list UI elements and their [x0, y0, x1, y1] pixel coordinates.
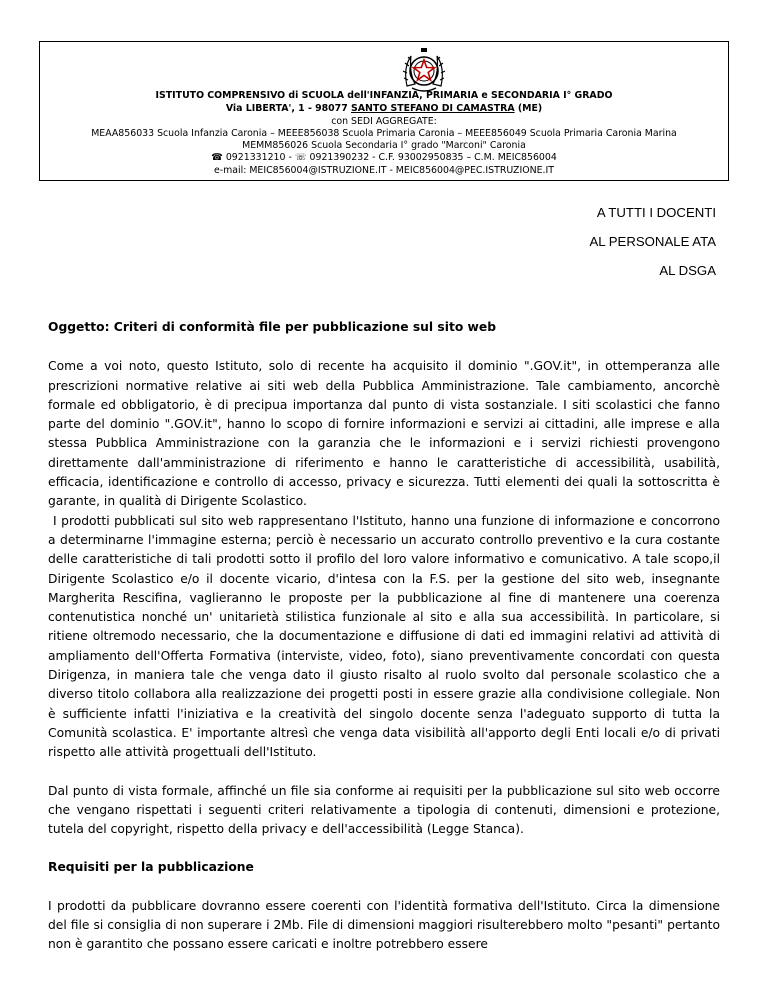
subject-line: Oggetto: Criteri di conformità file per pubblicazione sul sito web	[48, 320, 497, 334]
school-address	[40, 103, 728, 115]
address-city: SANTO STEFANO DI CAMASTRA	[351, 103, 515, 114]
sedi-line-1: MEAA856033 Scuola Infanzia Caronia – MEEE856038 Scuola Primaria Caronia – MEEE856049 Scuola Primaria Caronia Marina	[91, 128, 677, 139]
italian-republic-emblem-icon	[401, 46, 447, 96]
contacts-line: ☎ 0921331210 - ☏ 0921390232 - C.F. 93002950835 – C.M. MEIC856004	[211, 152, 557, 163]
paragraph-3: Dal punto di vista formale, affinché un file sia conforme ai requisiti per la pubblicazione sul sito web occorre che vengano rispettati i seguenti criteri relativamente a tipologia di contenuti, dimensioni e protezione, tutela del copyright, rispetto della privacy e dell'accessibilità (Legge Stanca).	[48, 783, 720, 837]
recipient-ata: AL PERSONALE ATA	[589, 234, 716, 249]
address-prefix: Via LIBERTA', 1 - 98077	[225, 103, 348, 114]
paragraph-1: Come a voi noto, questo Istituto, solo di recente ha acquisito il dominio ".GOV.it", in ottemperanza alle prescrizioni normative relative ai siti web della Pubblica Amministrazione. Tale cambiamento, ancorchè formale ed obbligatorio, è di precipua importanza dal punto di vista sostanziale. I siti scolastici che fanno parte del dominio ".GOV.it", hanno lo scopo di fornire informazioni e servizi ai cittadini, alle imprese e alla stessa Pubblica Amministrazione con la garanzia che le informazioni e i servizi richiesti provengono direttamente dall'amministrazione di riferimento e hanno le caratteristiche di accessibilità, usabilità, efficacia, identificazione e controllo di accesso, privacy e sicurezza. Tutti elementi dei quali la sottoscritta è garante, in qualità di Dirigente Scolastico.	[48, 359, 720, 509]
address-suffix: (ME)	[517, 103, 543, 114]
recipient-dsga: AL DSGA	[659, 263, 716, 278]
school-name: ISTITUTO COMPRENSIVO di SCUOLA dell'INFANZIA, PRIMARIA e SECONDARIA I° GRADO	[155, 90, 613, 101]
recipient-teachers: A TUTTI I DOCENTI	[596, 205, 716, 220]
letter-body	[48, 318, 720, 955]
email-line: e-mail: MEIC856004@ISTRUZIONE.IT - MEIC856004@PEC.ISTRUZIONE.IT	[213, 165, 555, 176]
paragraph-4: I prodotti da pubblicare dovranno essere coerenti con l'identità formativa dell'Istituto. Circa la dimensione del file si consiglia di non superare i 2Mb. File di dimensioni maggiori risulterebbero molto "pesanti" pertanto non è garantito che possano essere caricati e inoltre potrebbero essere	[48, 898, 720, 952]
section-title: Requisiti per la pubblicazione	[48, 860, 254, 875]
sedi-label: con SEDI AGGREGATE:	[331, 116, 437, 127]
paragraph-2: I prodotti pubblicati sul sito web rappresentano l'Istituto, hanno una funzione di informazione e concorrono a determinarne l'immagine esterna; perciò è necessario un accurato controllo preventivo e la cura costante delle caratteristiche di tali prodotti sotto il profilo del loro valore informativo e comunicativo. A tale scopo,il Dirigente Scolastico e/o il docente vicario, d'intesa con la F.S. per la gestione del sito web, insegnante Margherita Rescifina, vaglieranno le proposte per la pubblicazione al fine di mantenere una coerenza contenutistica nonché un' unitarietà stilistica funzionale al sito e alla sua accessibilità. In particolare, si ritiene oltremodo necessario, che la documentazione e diffusione di dati ed immagini relativi ad attività di ampliamento dell'Offerta Formativa (interviste, video, foto), siano preventivamente concordati con questa Dirigenza, in maniera tale che venga dato il giusto risalto al ruolo svolto dal personale scolastico che a diverso titolo collabora alla realizzazione dei progetti posti in essere grazie alla condivisione collegiale. Non è sufficiente infatti l'iniziativa e la creatività del singolo docente senza l'adeguato supporto di tutta la Comunità scolastica. E' importante altresì che venga data visibilità all'apporto degli Enti locali e/o di privati rispetto alle attività progettuali dell'Istituto.	[48, 513, 720, 760]
letterhead-box	[39, 41, 729, 181]
sedi-line-2: MEMM856026 Scuola Secondaria I° grado "Marconi" Caronia	[242, 140, 526, 151]
